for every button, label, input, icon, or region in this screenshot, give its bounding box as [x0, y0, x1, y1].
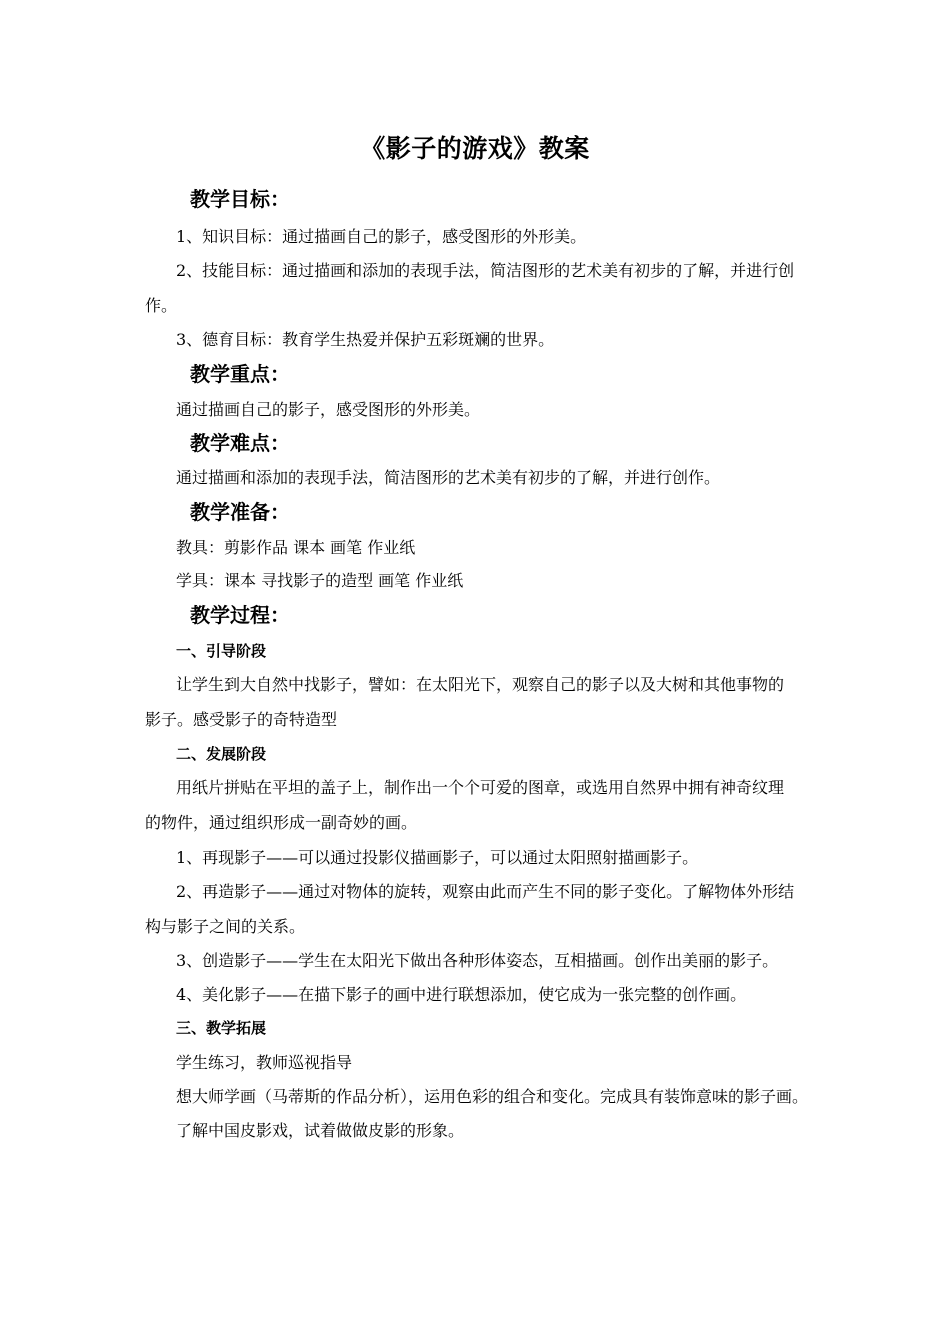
heading-key-points: 教学重点：	[190, 362, 290, 386]
stage2-line: 2、再造影子——通过对物体的旋转，观察由此而产生不同的影子变化。了解物体外形结	[176, 882, 795, 901]
stage2-line: 构与影子之间的关系。	[145, 917, 306, 936]
key-points-text: 通过描画自己的影子，感受图形的外形美。	[176, 400, 481, 419]
stage1-line: 让学生到大自然中找影子，譬如：在太阳光下，观察自己的影子以及大树和其他事物的	[176, 675, 785, 694]
stage2-line: 用纸片拼贴在平坦的盖子上，制作出一个个可爱的图章，或选用自然界中拥有神奇纹理	[176, 778, 785, 797]
objective-moral: 3、德育目标：教育学生热爱并保护五彩斑斓的世界。	[176, 330, 555, 349]
objective-skill: 2、技能目标：通过描画和添加的表现手法，简洁图形的艺术美有初步的了解，并进行创	[176, 261, 795, 280]
heading-preparation: 教学准备：	[190, 500, 290, 524]
heading-process: 教学过程：	[190, 603, 290, 627]
heading-difficulties: 教学难点：	[190, 431, 290, 455]
stage2-line: 1、再现影子——可以通过投影仪描画影子，可以通过太阳照射描画影子。	[176, 848, 699, 867]
stage1-line: 影子。感受影子的奇特造型	[145, 710, 338, 729]
stage2-heading: 二、发展阶段	[176, 745, 267, 763]
stage1-heading: 一、引导阶段	[176, 642, 267, 660]
preparation-student: 学具：课本 寻找影子的造型 画笔 作业纸	[176, 571, 464, 590]
objective-skill-continued: 作。	[145, 296, 178, 315]
objective-knowledge: 1、知识目标：通过描画自己的影子，感受图形的外形美。	[176, 227, 587, 246]
stage2-line: 3、创造影子——学生在太阳光下做出各种形体姿态，互相描画。创作出美丽的影子。	[176, 951, 779, 970]
heading-objectives: 教学目标：	[190, 187, 290, 211]
difficulties-text: 通过描画和添加的表现手法，简洁图形的艺术美有初步的了解，并进行创作。	[176, 468, 721, 487]
stage3-line: 了解中国皮影戏，试着做做皮影的形象。	[176, 1121, 465, 1140]
document-title: 《影子的游戏》教案	[360, 134, 590, 163]
stage2-line: 4、美化影子——在描下影子的画中进行联想添加，使它成为一张完整的创作画。	[176, 985, 747, 1004]
preparation-teacher: 教具：剪影作品 课本 画笔 作业纸	[176, 538, 416, 557]
stage3-heading: 三、教学拓展	[176, 1019, 267, 1037]
stage2-line: 的物件，通过组织形成一副奇妙的画。	[145, 813, 418, 832]
stage3-line: 学生练习，教师巡视指导	[176, 1053, 353, 1072]
stage3-line: 想大师学画（马蒂斯的作品分析），运用色彩的组合和变化。完成具有装饰意味的影子画。	[176, 1087, 809, 1106]
